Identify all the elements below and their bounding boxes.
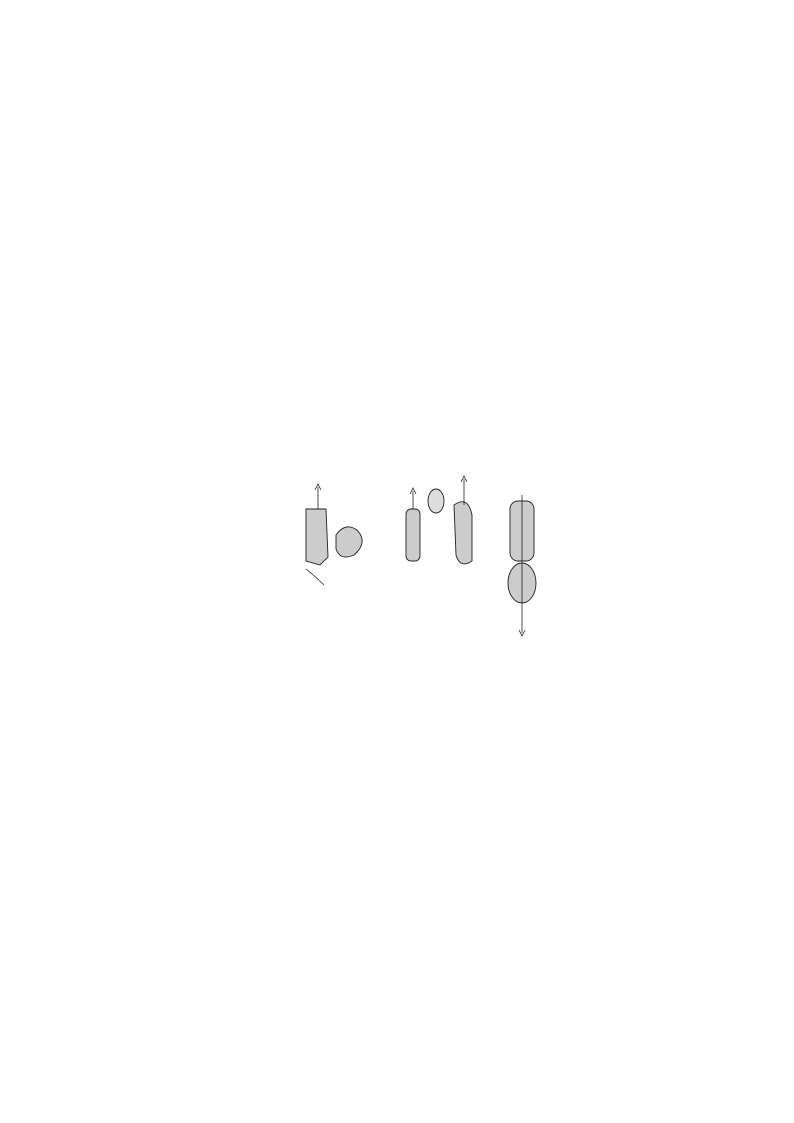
nadh-arrow: [306, 569, 324, 585]
complex-2: [336, 527, 362, 557]
complex-4: [454, 502, 472, 564]
cytc: [428, 489, 444, 513]
respiratory-chain-figure: [258, 465, 558, 645]
complex-3: [406, 509, 420, 561]
complex-1: [306, 509, 328, 565]
